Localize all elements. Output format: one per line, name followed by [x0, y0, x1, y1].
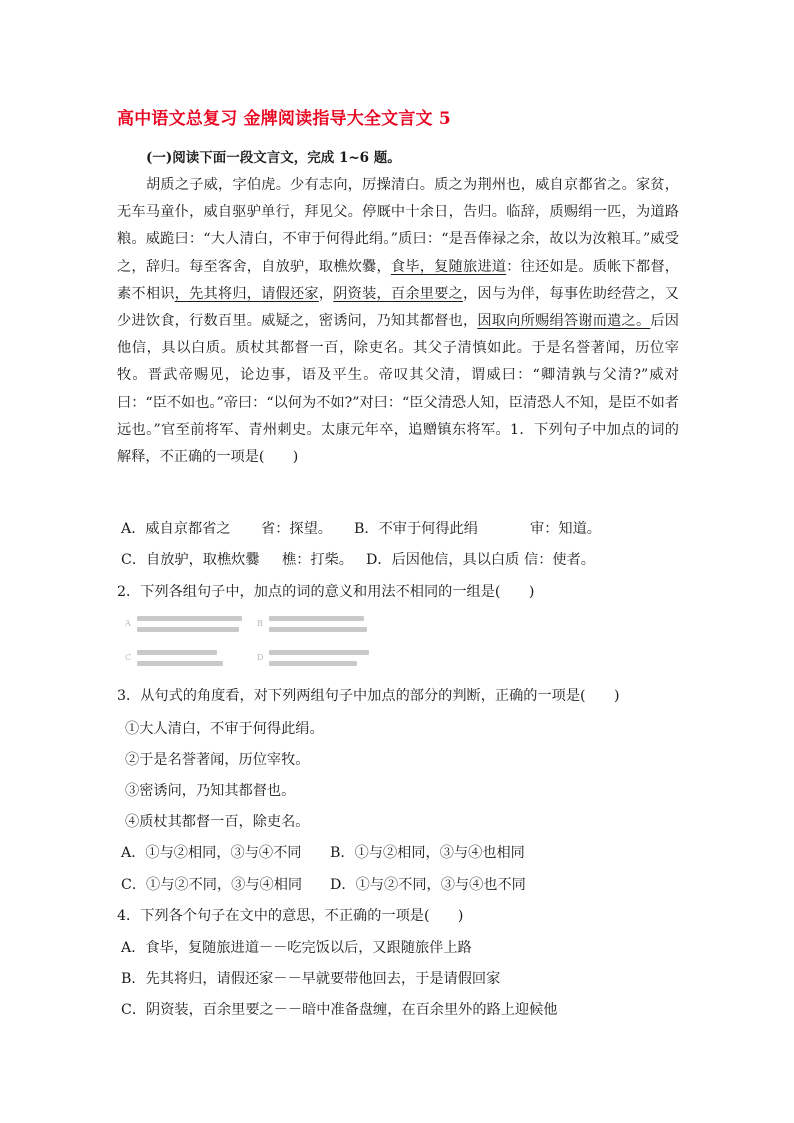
faded-option-d	[257, 648, 382, 672]
q4-option-c: C．阴资装，百余里要之－－暗中准备盘缠，在百余里外的路上迎候他	[121, 1002, 558, 1018]
q3-item-3: ③密诱问，乃知其都督也。	[125, 783, 296, 799]
q3-item-1: ①大人清白，不审于何得此绢。	[125, 721, 324, 737]
passage-text: ，	[318, 285, 334, 302]
q3-option-c: C．①与②不同，③与④相同	[121, 877, 303, 893]
q4-option-b: B．先其将归，请假还家－－早就要带他回去，于是请假回家	[121, 971, 501, 987]
q3-option-d: D．①与②不同，③与④也不同	[330, 877, 526, 893]
q3-item-4: ④质杖其都督一百，除吏名。	[125, 814, 310, 830]
faded-letter: C	[125, 653, 132, 662]
classical-passage	[117, 172, 679, 471]
faded-option-b	[257, 614, 382, 638]
passage-text: 后因他信，具以白质。质杖其都督一百，除吏名。其父子清慎如此。于是名誉著闻，历位宰牧。晋武帝赐见，论边事，语及平生。帝叹其父清，谓威曰：“卿清孰与父清?”威对曰：“臣不如也。”帝曰：“以何为不如?”对曰：“臣父清恐人知，臣清恐人不知，是臣不如者远也。”官至前将军、青州刺史。太康元年卒，追赠镇东将军。1．下列句子中加点的词的解释，不正确的一项是( )	[117, 313, 679, 466]
q1-option-a-gloss: 省：探望。	[261, 521, 332, 537]
faded-option-c	[125, 648, 250, 672]
passage-text: ：往还如是。质帐下都督，素不相识	[117, 258, 679, 302]
q3-row-ab	[121, 842, 525, 862]
passage-text: ，因与为伴，每事佐助经营之，又少进饮食，行数百里。威疑之，密诱问，乃知其都督也，	[117, 285, 679, 330]
faded-letter: B	[257, 619, 263, 628]
q3-row-cd	[121, 874, 526, 894]
document-title: 高中语文总复习 金牌阅读指导大全文言文 5	[117, 109, 451, 129]
section-heading: (一)阅读下面一段文言文，完成 1~6 题。	[146, 150, 401, 166]
faded-letter: A	[125, 619, 131, 628]
q3-option-a: A．①与②相同，③与④不同	[121, 845, 302, 861]
q3-stem: 3．从句式的角度看，对下列两组句子中加点的部分的判断，正确的一项是( )	[117, 688, 620, 704]
underlined-sentence-3: 阴资装，百余里要之	[333, 285, 463, 302]
q4-option-a: A．食毕，复随旅进道－－吃完饭以后，又跟随旅伴上路	[121, 940, 472, 956]
q4-stem: 4．下列各个句子在文中的意思，不正确的一项是( )	[117, 908, 464, 924]
q1-option-c-gloss: 樵：打柴。	[282, 552, 353, 568]
underlined-sentence-2: ，先其将归，请假还家	[174, 285, 319, 302]
underlined-sentence-1: 食毕，复随旅进道	[390, 258, 507, 275]
q1-option-b: B．不审于何得此绢	[354, 521, 478, 537]
faded-option-a	[125, 614, 250, 638]
q3-item-2: ②于是名誉著闻，历位宰牧。	[125, 752, 310, 768]
q1-row-ab	[121, 518, 601, 538]
q1-option-d-gloss: 信：使者。	[524, 552, 595, 568]
q1-option-c: C．自放驴，取樵炊爨	[121, 552, 260, 568]
q3-option-b: B．①与②相同，③与④也相同	[330, 845, 525, 861]
q2-stem: 2．下列各组句子中，加点的词的意义和用法不相同的一组是( )	[117, 584, 535, 600]
passage-text: 胡质之子威，字伯虎。少有志向，厉操清白。质之为荆州也，威自京都省之。家贫，无车马童仆，威自驱驴单行，拜见父。停厩中十余日，告归。临辞，质赐绢一匹，为道路粮。威跪曰：“大人清白，不审于何得此绢。”质曰：“是吾俸禄之余，故以为汝粮耳。”威受之，辞归。每至客舍，自放驴，取樵炊爨，	[117, 177, 679, 275]
q1-option-b-gloss: 审：知道。	[530, 521, 601, 537]
underlined-sentence-4: 因取向所赐绢答谢而遣之。	[477, 313, 651, 330]
q1-option-d: D．后因他信，具以白质	[366, 552, 520, 568]
q1-option-a: A．威自京都省之	[121, 521, 231, 537]
q1-row-cd	[121, 549, 595, 569]
faded-letter: D	[257, 653, 264, 662]
passage-paragraph	[117, 172, 679, 471]
q2-faded-options-image	[117, 610, 367, 670]
